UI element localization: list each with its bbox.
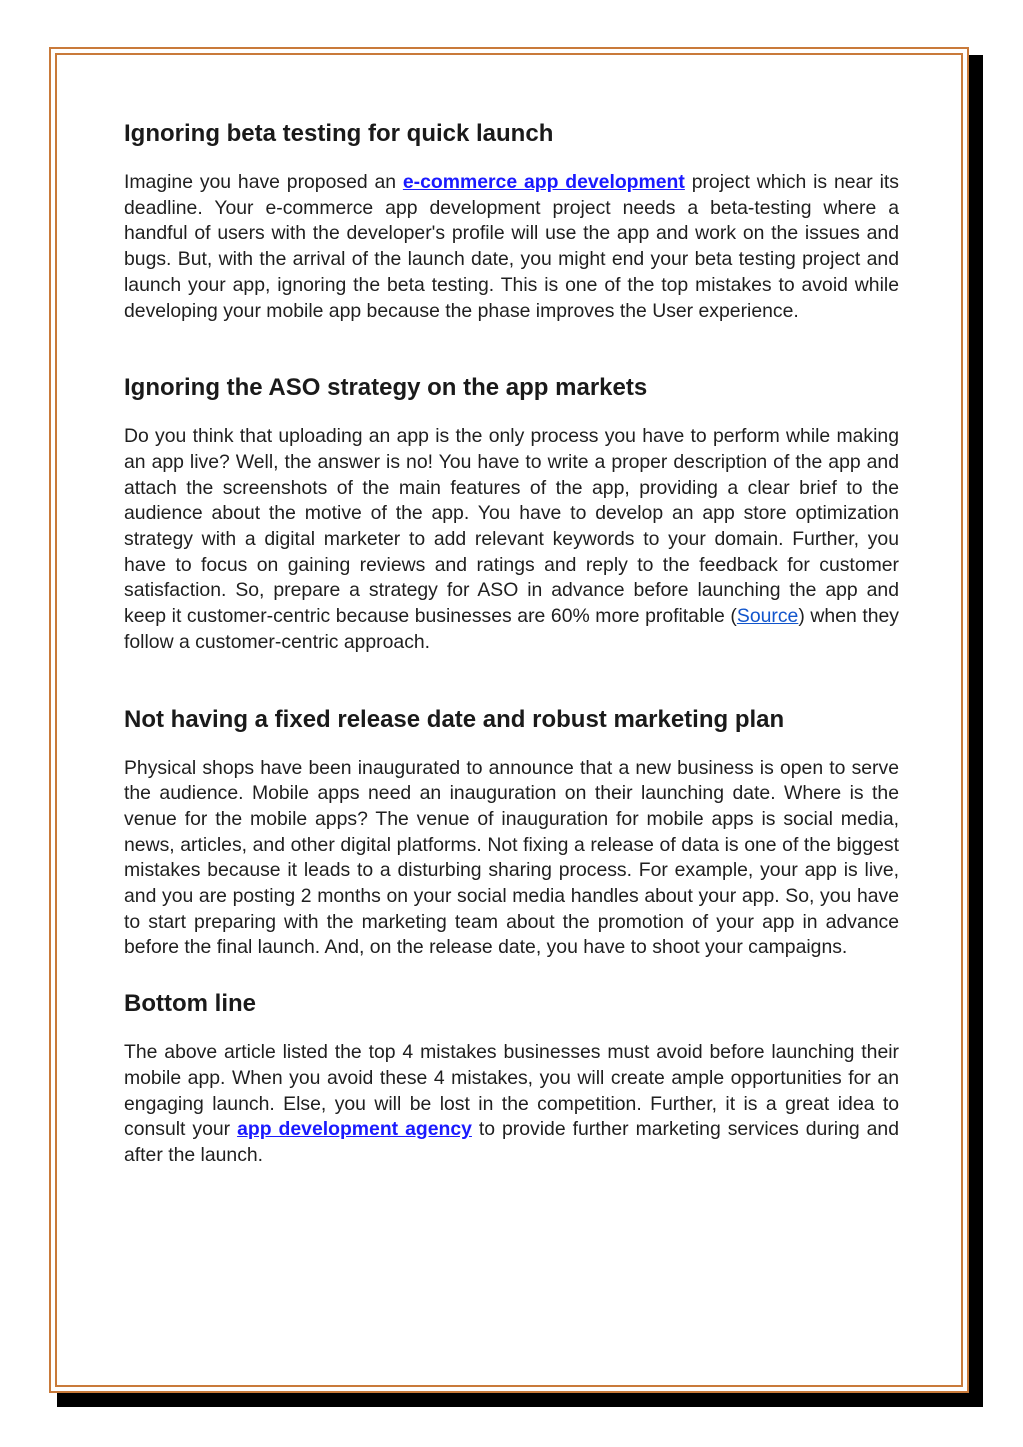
section-paragraph bbox=[124, 170, 899, 324]
section-spacer bbox=[124, 656, 899, 704]
paragraph-text: project which is near its deadline. Your e-commerce app development project needs a beta-testing where a handful of users with the developer's profile will use the app and work on the issues and bugs. But, with the arrival of the launch date, you might end your beta testing project and launch your app, ignoring the beta testing. This is one of the top mistakes to avoid while developing your mobile app because the phase improves the User experience. bbox=[124, 171, 899, 322]
section-bottom-line bbox=[124, 988, 899, 1169]
section-release-date bbox=[124, 704, 899, 962]
paragraph-text: The above article listed the top 4 mistakes businesses must avoid before launching their mobile app. When you avoid these 4 mistakes, you will create ample opportunities for an engaging launch. Else, you will be lost in the competition. Further, it is a great idea to consult your bbox=[124, 1041, 899, 1141]
section-heading: Not having a fixed release date and robust marketing plan bbox=[124, 705, 785, 733]
paragraph-text: Do you think that uploading an app is the only process you have to perform while making an app live? Well, the answer is no! You have to write a proper description of the app and attach the screenshots of the main features of the app, providing a clear brief to the audience about the motive of the app. You have to develop an app store optimization strategy with a digital marketer to add relevant keywords to your domain. Further, you have to focus on gaining reviews and ratings and reply to the feedback for customer satisfaction. So, prepare a strategy for ASO in advance before launching the app and keep it customer-centric because businesses are 60% more profitable ( bbox=[124, 425, 899, 628]
section-paragraph: Physical shops have been inaugurated to announce that a new business is open to serve the audience. Mobile apps need an inauguration on their launching date. Where is the venue for the mobile apps? The venue of inauguration for mobile apps is social media, news, articles, and other digital platforms. Not fixing a release of data is one of the biggest mistakes because it leads to a disturbing sharing process. For example, your app is live, and you are posting 2 months on your social media handles about your app. So, you have to start preparing with the marketing team about the promotion of your app in advance before the final launch. And, on the release date, you have to shoot your campaigns. bbox=[124, 756, 899, 959]
section-spacer bbox=[124, 324, 899, 372]
section-paragraph bbox=[124, 424, 899, 655]
ecommerce-app-development-link[interactable]: e-commerce app development bbox=[402, 171, 685, 193]
section-aso-strategy bbox=[124, 372, 899, 655]
section-heading: Bottom line bbox=[124, 990, 256, 1018]
section-beta-testing bbox=[124, 118, 899, 324]
section-heading: Ignoring the ASO strategy on the app markets bbox=[124, 374, 648, 402]
source-link[interactable]: Source bbox=[736, 605, 799, 628]
section-heading: Ignoring beta testing for quick launch bbox=[124, 120, 554, 147]
paragraph-text: to provide further marketing services during and after the launch. bbox=[124, 1118, 899, 1166]
section-spacer bbox=[124, 961, 899, 988]
app-development-agency-link[interactable]: app development agency bbox=[237, 1118, 472, 1141]
section-paragraph bbox=[124, 1040, 899, 1169]
paragraph-text: ) when they follow a customer-centric approach. bbox=[124, 605, 899, 653]
document-content bbox=[124, 118, 899, 1169]
paragraph-text: Imagine you have proposed an bbox=[124, 171, 403, 193]
